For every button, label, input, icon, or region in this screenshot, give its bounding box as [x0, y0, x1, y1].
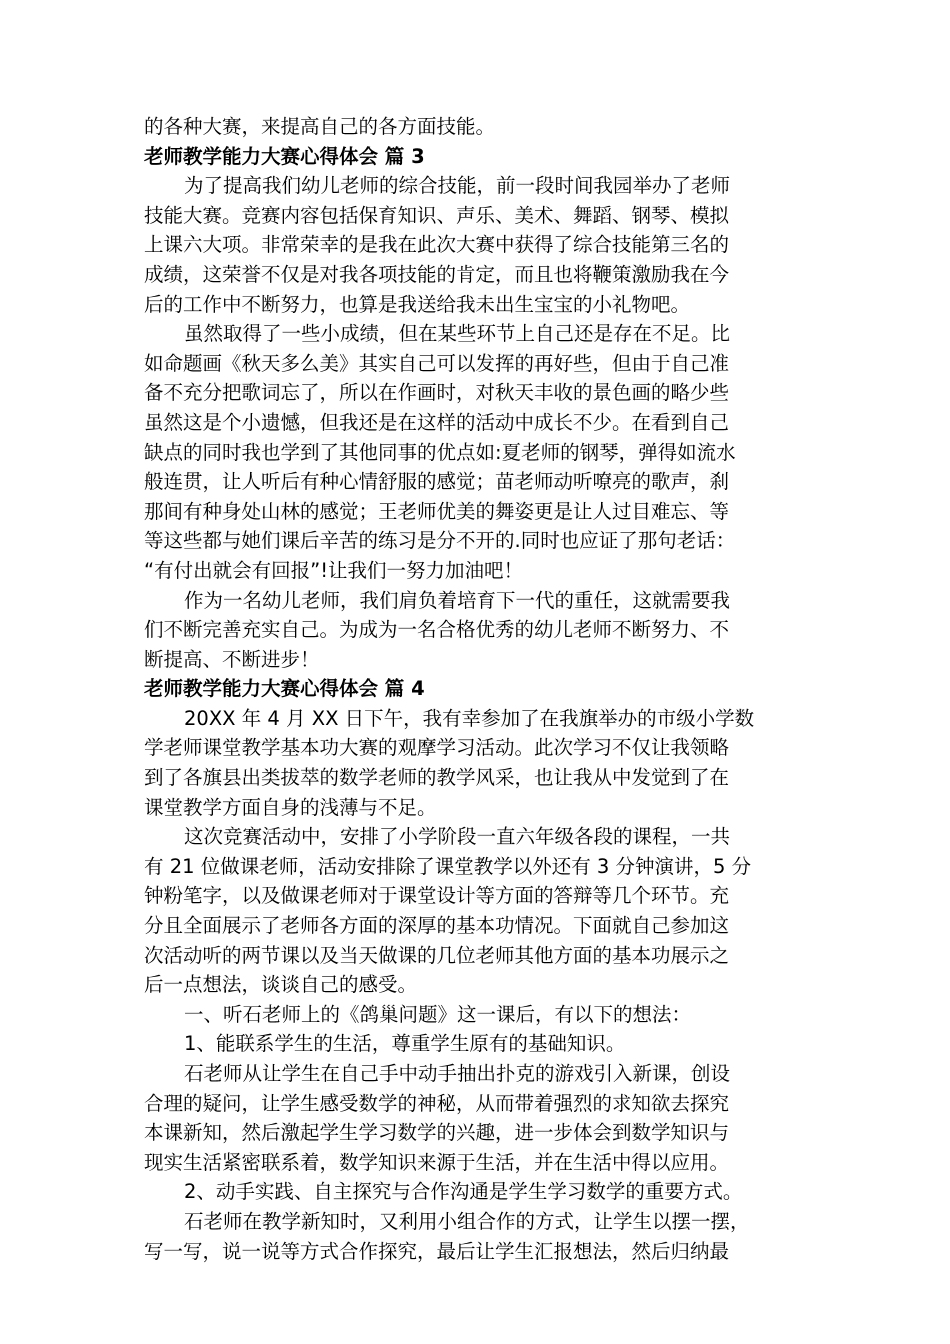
text-line: 的各种大赛，来提高自己的各方面技能。: [144, 115, 496, 138]
text-line: 写一写，说一说等方式合作探究，最后让学生汇报想法，然后归纳最: [144, 1239, 730, 1263]
text-line: 缺点的同时我也学到了其他同事的优点如:夏老师的钢琴，弹得如流水: [144, 440, 736, 464]
text-line: 分且全面展示了老师各方面的深厚的基本功情况。下面就自己参加这: [144, 914, 730, 938]
text-line: 这次竞赛活动中，安排了小学阶段一直六年级各段的课程，一共: [184, 825, 731, 849]
text-line: 为了提高我们幼儿老师的综合技能，前一段时间我园举办了老师: [184, 174, 731, 198]
text-line: 那间有种身处山林的感觉；王老师优美的舞姿更是让人过目难忘、等: [144, 499, 730, 523]
text-line: 合理的疑问，让学生感受数学的神秘，从而带着强烈的求知欲去探究: [144, 1091, 730, 1115]
section-heading: 老师教学能力大赛心得体会 篇 4: [144, 677, 425, 701]
section-heading: 老师教学能力大赛心得体会 篇 3: [144, 144, 425, 168]
text-line: 般连贯，让人听后有种心情舒服的感觉；苗老师动听嘹亮的歌声，刹: [144, 470, 730, 494]
text-line: 一、听石老师上的《鸽巢问题》这一课后，有以下的想法：: [184, 1002, 692, 1026]
text-line: 虽然这是个小遗憾，但我还是在这样的活动中成长不少。在看到自己: [144, 410, 730, 434]
text-line: 成绩，这荣誉不仅是对我各项技能的肯定，而且也将鞭策激励我在今: [144, 262, 730, 286]
text-line: 本课新知，然后激起学生学习数学的兴趣，进一步体会到数学知识与: [144, 1121, 730, 1145]
text-line: 2、动手实践、自主探究与合作沟通是学生学习数学的重要方式。: [184, 1180, 743, 1204]
text-line: 学老师课堂教学基本功大赛的观摩学习活动。此次学习不仅让我领略: [144, 736, 730, 760]
text-line: 后一点想法，谈谈自己的感受。: [144, 973, 418, 997]
text-line: 如命题画《秋天多么美》其实自己可以发挥的再好些，但由于自己准: [144, 351, 730, 375]
text-line: 次活动听的两节课以及当天做课的几位老师其他方面的基本功展示之: [144, 943, 730, 967]
text-line: 断提高、不断进步！: [144, 647, 320, 671]
text-line: 技能大赛。竞赛内容包括保育知识、声乐、美术、舞蹈、钢琴、模拟: [144, 203, 730, 227]
text-line: 钟粉笔字，以及做课老师对于课堂设计等方面的答辩等几个环节。充: [144, 884, 730, 908]
text-line: 现实生活紧密联系着，数学知识来源于生活，并在生活中得以应用。: [144, 1150, 730, 1174]
text-line: 1、能联系学生的生活，尊重学生原有的基础知识。: [184, 1032, 626, 1056]
text-line: 作为一名幼儿老师，我们肩负着培育下一代的重任，这就需要我: [184, 588, 731, 612]
text-line: 课堂教学方面自身的浅薄与不足。: [144, 795, 437, 819]
text-line: 虽然取得了一些小成绩，但在某些环节上自己还是存在不足。比: [184, 322, 731, 346]
text-line: 石老师从让学生在自己手中动手抽出扑克的游戏引入新课，创设: [184, 1062, 731, 1085]
text-line: 20XX 年 4 月 XX 日下午，我有幸参加了在我旗举办的市级小学数: [184, 706, 755, 730]
text-line: 上课六大项。非常荣幸的是我在此次大赛中获得了综合技能第三名的: [144, 233, 730, 257]
text-line: 等这些都与她们课后辛苦的练习是分不开的.同时也应证了那句老话：: [144, 529, 736, 553]
text-line: 石老师在教学新知时，又利用小组合作的方式，让学生以摆一摆，: [184, 1209, 750, 1233]
text-line: 后的工作中不断努力，也算是我送给我未出生宝宝的小礼物吧。: [144, 292, 691, 316]
text-line: “有付出就会有回报”!让我们一努力加油吧！: [144, 558, 524, 582]
text-line: 们不断完善充实自己。为成为一名合格优秀的幼儿老师不断努力、不: [144, 618, 730, 642]
document-body: [144, 112, 816, 1266]
text-line: 有 21 位做课老师，活动安排除了课堂教学以外还有 3 分钟演讲，5 分: [144, 854, 752, 878]
text-line: 备不充分把歌词忘了，所以在作画时，对秋天丰收的景色画的略少些: [144, 381, 730, 405]
text-line: 到了各旗县出类拔萃的数学老师的教学风采，也让我从中发觉到了在: [144, 766, 730, 790]
